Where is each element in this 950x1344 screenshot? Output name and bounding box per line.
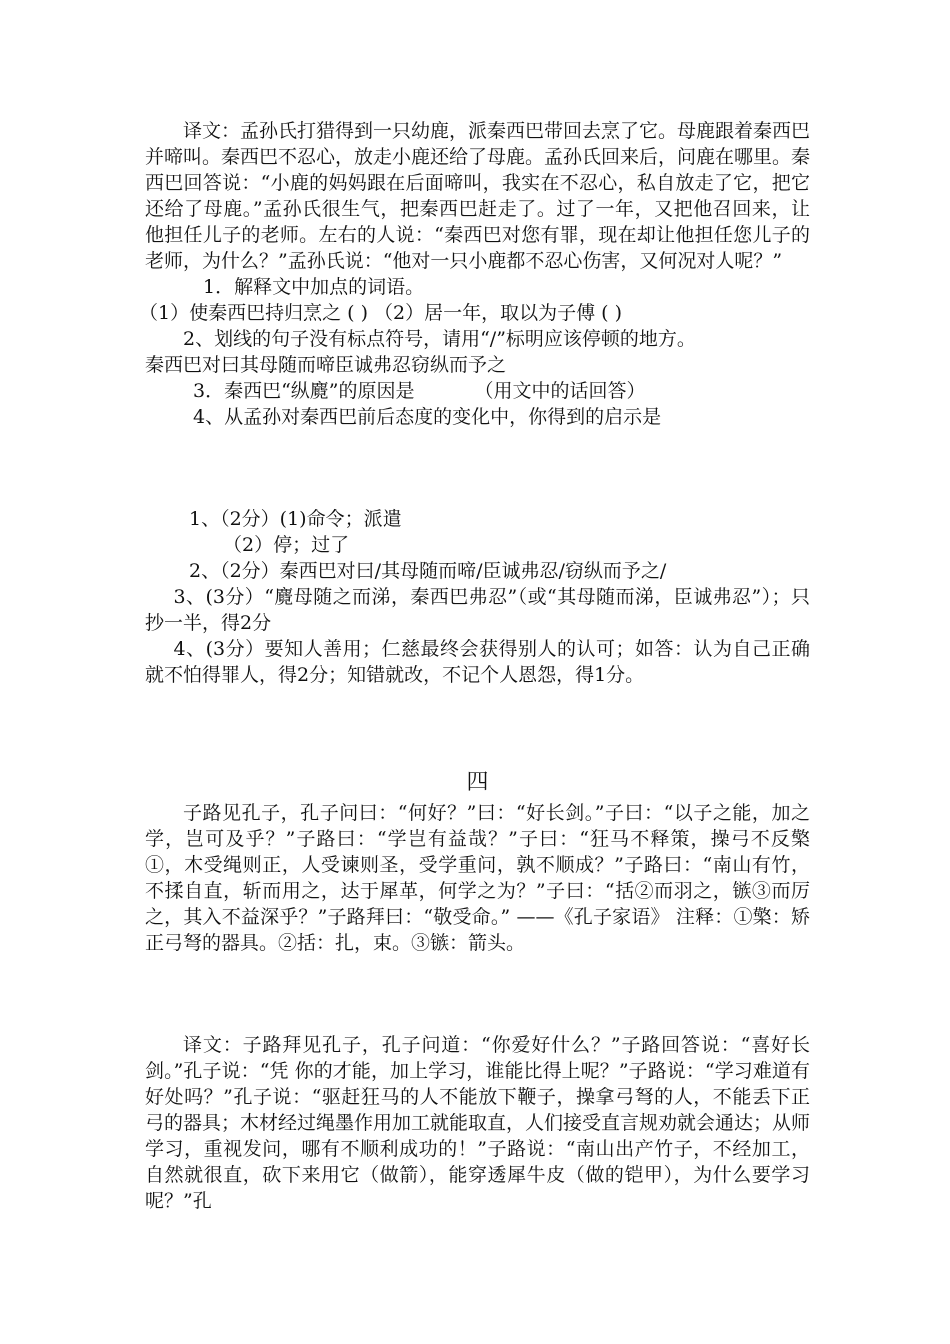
translation-paragraph-1: 译文：孟孙氏打猎得到一只幼鹿，派秦西巴带回去烹了它。母鹿跟着秦西巴并啼叫。秦西巴不忍心，放走小鹿还给了母鹿。孟孙氏回来后，问鹿在哪里。秦西巴回答说：“小鹿的妈妈跟在后面啼叫，我实在不忍心，私自放走了它，把它还给了母鹿。”孟孙氏很生气，把秦西巴赶走了。过了一年，又把他召回来，让他担任儿子的老师。左右的人说：“秦西巴对您有罪，现在却让他担任您儿子的老师，为什么？”孟孙氏说：“他对一只小鹿都不忍心伤害，又何况对人呢？”	[145, 120, 811, 272]
question-1-title: 1．解释文中加点的词语。	[203, 276, 425, 298]
spacer	[145, 688, 810, 770]
answer-4: 4、(3分）要知人善用；仁慈最终会获得别人的认可；如答：认为自己正确就不怕得罪人，得2分；知错就改，不记个人恩怨，得1分。	[145, 638, 810, 686]
question-3-suffix: （用文中的话回答）	[474, 380, 646, 402]
question-2-sentence: 秦西巴对曰其母随而啼臣诚弗忍窃纵而予之	[145, 354, 507, 376]
question-2: 2、划线的句子没有标点符号，请用“/”标明应该停顿的地方。	[183, 328, 696, 350]
answer-2: 2、（2分）秦西巴对曰/其母随而啼/臣诚弗忍/窃纵而予之/	[189, 560, 667, 582]
question-4: 4、从孟孙对秦西巴前后态度的变化中，你得到的启示是	[193, 406, 662, 428]
answer-1-part-1: 1、（2分）(1)命令；派遣	[189, 508, 402, 530]
answer-1-part-2: （2）停；过了	[223, 534, 350, 556]
section-heading: 四	[466, 770, 489, 795]
answer-3: 3、(3分）“麑母随之而涕，秦西巴弗忍”（或“其母随而涕，臣诚弗忍”）；只抄一半，得2分	[145, 586, 810, 634]
spacer	[145, 956, 810, 1032]
translation-paragraph-2: 译文：子路拜见孔子，孔子问道：“你爱好什么？”子路回答说：“喜好长剑。”孔子说：“凭 你的才能，加上学习，谁能比得上呢？”子路说：“学习难道有好处吗？”孔子说：“驱赶狂马的人不能放下鞭子，操拿弓弩的人，不能丢下正弓的器具；木材经过绳墨作用加工就能取直，人们接受直言规劝就会通达；从师学习，重视发问，哪有不顺利成功的！”子路说：“南山出产竹子，不经加工，自然就很直，砍下来用它（做箭），能穿透犀牛皮（做的铠甲），为什么要学习呢？”孔	[145, 1034, 811, 1212]
section-4-passage: 子路见孔子，孔子问曰：“何好？”曰：“好长剑。”子曰：“以子之能，加之学，岂可及乎？”子路曰：“学岂有益哉？”子曰：“狂马不释策，操弓不反檠①，木受绳则正，人受谏则圣，受学重问，孰不顺成？”子路曰：“南山有竹，不揉自直，斩而用之，达于犀革，何学之为？”子曰：“括②而羽之，镞③而厉之，其入不益深乎？”子路拜曰：“敬受命。” ——《孔子家语》 注释：①檠：矫正弓弩的器具。②括：扎，束。③镞：箭头。	[145, 802, 810, 954]
document-page	[139, 118, 811, 1214]
question-3-prefix: 3．秦西巴“纵麑”的原因是	[193, 380, 415, 402]
spacer	[145, 430, 810, 506]
question-3	[145, 378, 810, 404]
question-1-items: （1）使秦西巴持归烹之 ( ) （2）居一年，取以为子傅 ( )	[139, 302, 623, 324]
